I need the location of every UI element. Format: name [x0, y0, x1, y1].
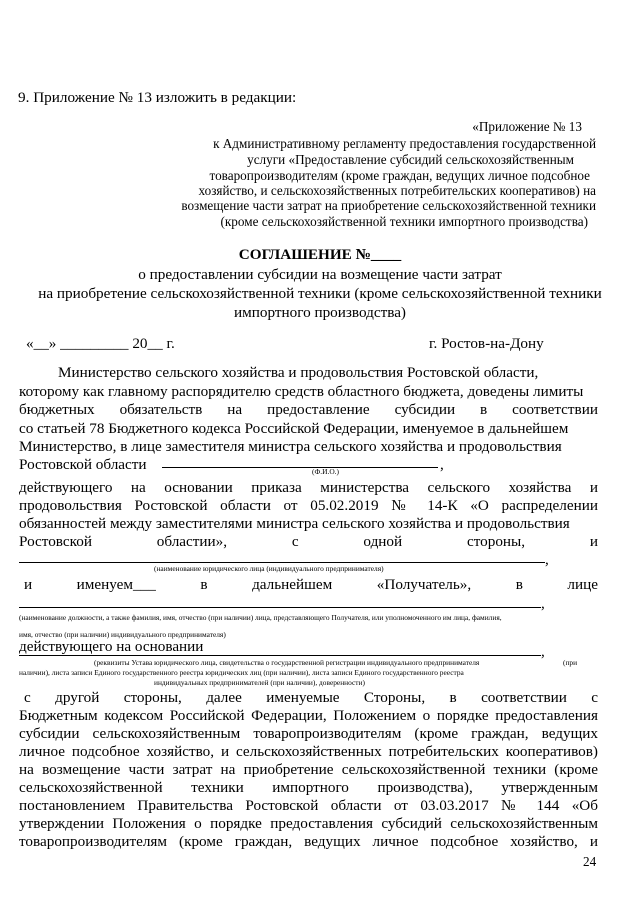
- text-line: Ростовской областии», с одной стороны, и: [19, 533, 598, 550]
- comma: ,: [440, 456, 444, 473]
- text-line: бюджетных обязательств на предоставление субсидии в соответствии: [19, 401, 598, 418]
- text-line: утверждении Положения о порядке предоставления субсидий сельскохозяйственным: [19, 815, 598, 832]
- appendix-line: услуги «Предоставление субсидий сельскохозяйственным: [247, 152, 574, 167]
- text-line: Министерство сельского хозяйства и продовольствия Ростовской области,: [58, 364, 539, 381]
- text-line: Министерство, в лице заместителя министра сельского хозяйства и продовольствия: [19, 438, 562, 455]
- text-line: на возмещение части затрат на приобретение сельскохозяйственной техники (кроме: [19, 761, 598, 778]
- appendix-line: (кроме сельскохозяйственной техники импортного производства): [220, 214, 588, 229]
- appendix-line: хозяйство, и сельскохозяйственных потребительских кооперативов) на: [198, 183, 596, 198]
- text-line: сельскохозяйственной техники импортного производства), утвержденным: [19, 779, 598, 796]
- page-number: 24: [583, 854, 597, 869]
- appendix-line: возмещение части затрат на приобретение сельскохозяйственной техники: [181, 198, 596, 213]
- text-line: товаропроизводителям (кроме граждан, ведущих личное подсобное хозяйство, и: [19, 833, 598, 850]
- position-caption-line: (наименование должности, а также фамилия, имя, отчество (при наличии) лица, представляющего Получателя, или уполномоченного им лица, фамилия,: [19, 613, 502, 622]
- text-line: со статьей 78 Бюджетного кодекса Российской Федерации, именуемое в дальнейшем: [19, 420, 569, 437]
- position-blank-line: [19, 607, 541, 608]
- date-placeholder: «__» _________ 20__ г.: [26, 335, 175, 352]
- legal-name-caption: (наименование юридического лица (индивидуального предпринимателя): [154, 564, 384, 573]
- appendix-line: «Приложение № 13: [472, 119, 582, 134]
- fio-blank-line: [162, 467, 438, 468]
- requisites-caption-line: индивидуальных предпринимателей (при наличии), доверенности): [154, 678, 365, 687]
- text-line: субсидии сельскохозяйственным товаропроизводителям (кроме граждан, ведущих: [19, 725, 598, 742]
- text-line: Бюджетным кодексом Российской Федерации, Положением о порядке предоставления: [19, 707, 598, 724]
- acting-basis: действующего на основании: [19, 638, 204, 655]
- text-line: личное подсобное хозяйство, и сельскохозяйственных потребительских кооперативов): [19, 743, 598, 760]
- text-line: обязанностей между заместителями министра сельского хозяйства и продовольствия: [19, 515, 570, 532]
- text-line: продовольствия Ростовской области от 05.02.2019 № 14-К «О распределении: [19, 497, 598, 514]
- comma: ,: [541, 595, 545, 612]
- fio-caption: (Ф.И.О.): [312, 467, 339, 476]
- requisites-caption-line: (при: [563, 658, 578, 667]
- requisites-caption-line: (реквизиты Устава юридического лица, свидетельства о государственной регистрации индивидуального предпринимателя: [94, 658, 480, 667]
- text-line: с другой стороны, далее именуемые Стороны, в соответствии с: [24, 689, 598, 706]
- text-line: Ростовской области: [19, 456, 147, 473]
- recipient-line: и именуем___ в дальнейшем «Получатель», в лице: [24, 576, 598, 593]
- appendix-line: товаропроизводителям (кроме граждан, ведущих личное подсобное: [209, 168, 590, 183]
- intro-line: 9. Приложение № 13 изложить в редакции:: [18, 89, 297, 106]
- requisites-caption-line: наличии), листа записи Единого государственного реестра юридических лиц (при наличии), листа записи Единого государственного реестра: [19, 668, 464, 677]
- legal-name-blank-line: [19, 562, 545, 563]
- agreement-title: СОГЛАШЕНИЕ №____: [238, 246, 402, 263]
- agreement-subtitle-line: о предоставлении субсидии на возмещение части затрат: [138, 266, 502, 283]
- comma: ,: [545, 551, 549, 568]
- comma: ,: [541, 643, 545, 660]
- basis-blank-line: [19, 655, 541, 656]
- agreement-subtitle-line: импортного производства): [234, 304, 406, 321]
- text-line: которому как главному распорядителю средств областного бюджета, доведены лимиты: [19, 383, 584, 400]
- text-line: действующего на основании приказа министерства сельского хозяйства и: [19, 479, 598, 496]
- agreement-subtitle-line: на приобретение сельскохозяйственной техники (кроме сельскохозяйственной техники: [38, 285, 602, 302]
- appendix-line: к Административному регламенту предоставления государственной: [213, 136, 596, 151]
- position-caption-line: имя, отчество (при наличии) индивидуального предпринимателя): [19, 630, 226, 639]
- city: г. Ростов-на-Дону: [429, 335, 544, 352]
- text-line: постановлением Правительства Ростовской области от 03.03.2017 № 144 «Об: [19, 797, 598, 814]
